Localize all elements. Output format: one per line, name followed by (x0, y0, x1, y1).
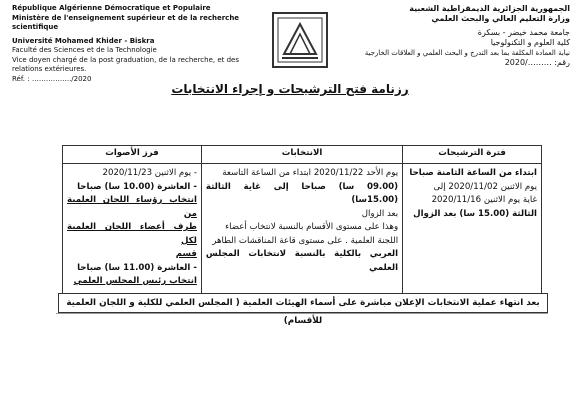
cell-line: قسم (175, 249, 197, 259)
cell-line: الثالثة (15.00 سا) بعد الزوال (413, 208, 537, 219)
divider (56, 313, 548, 314)
announcement-note: بعد انتهاء عملية الانتخابات الإعلان مباشرة على أسماء الهيئات العلمية ( المجلس العلمي للكلية و اللجان العلمية للأقسام) (58, 293, 548, 313)
cell-line: - العاشرة (11.00 سا) صباحا (77, 262, 197, 273)
header-left-line: Faculté des Sciences et de la Technologie (12, 46, 157, 54)
cell-line: اللجنة العلمية . على مستوى قاعة المناقشات الطاهر (212, 235, 399, 246)
cell-line: غاية يوم الاثنين 2020/11/16 (431, 195, 537, 205)
header-right (325, 4, 570, 68)
table-row (63, 164, 542, 294)
cell-line: انتخاب رؤساء اللجان العلمية من (67, 195, 197, 219)
page-title: رزنامة فتح الترشيحات و إجراء الانتخابات (171, 82, 409, 96)
schedule-table (62, 145, 542, 294)
counting-cell (63, 164, 202, 294)
cell-line: - يوم الاثنين 2020/11/23 (102, 168, 197, 178)
header-left-line: République Algérienne Démocratique et Populaire (12, 4, 211, 12)
column-header-candidacy: فترة الترشيحات (403, 146, 542, 164)
cell-line: (09.00 سا) صباحا إلى غاية الثالثة (15.00سا) (205, 181, 399, 205)
table-header-row (63, 146, 542, 164)
university-logo-icon (270, 10, 330, 72)
header-right-line: جامعة محمد خيضر - بسكرة (477, 28, 570, 37)
header-left-line: Vice doyen chargé de la post graduation, de la recherche, et des (12, 55, 240, 64)
column-header-elections: الانتخابات (201, 146, 402, 164)
header-right-line: الجمهورية الجزائرية الديمقراطية الشعبية (409, 4, 570, 13)
header-left-ref: Réf. : ……………../2020 (12, 74, 92, 83)
column-header-counting: فرز الأصوات (63, 146, 202, 164)
cell-line: طرف أعضاء اللجان العلمية لكل (67, 222, 197, 246)
cell-line: ابتداء من الساعة الثامنة صباحا (409, 168, 537, 178)
cell-line: بعد الزوال (361, 208, 399, 219)
header-right-line: نيابة العمادة المكلفة بما بعد التدرج و البحث العلمي و العلاقات الخارجية (364, 49, 570, 57)
header-left-line: Université Mohamed Khider - Biskra (12, 36, 155, 45)
header-left-line: Ministère de l'enseignement supérieur et de la recherche scientifique (12, 13, 240, 31)
elections-cell (201, 164, 402, 294)
cell-line: يوم الاثنين 2020/11/02 إلى (433, 181, 537, 192)
cell-line: انتخاب رئيس المجلس العلمي (73, 276, 197, 286)
header-right-line: وزارة التعليم العالي والبحث العلمي (431, 14, 570, 23)
cell-line: يوم الأحد 2020/11/22 ابتداء من الساعة التاسعة (222, 168, 399, 178)
header-right-ref: رقم: ………/2020 (504, 58, 570, 67)
candidacy-cell (403, 164, 542, 294)
cell-line: - العاشرة (10.00 سا) صباحا (77, 181, 197, 192)
cell-line: العربي بالكلية بالنسبة لانتخابات المجلس العلمي (205, 249, 399, 273)
header-right-line: كلية العلوم و التكنولوجيا (490, 38, 570, 47)
cell-line: وهذا على مستوى الأقسام بالنسبة لانتخاب أعضاء (225, 222, 399, 232)
header-left-line: relations extérieures. (12, 65, 87, 73)
header-left (12, 4, 252, 84)
